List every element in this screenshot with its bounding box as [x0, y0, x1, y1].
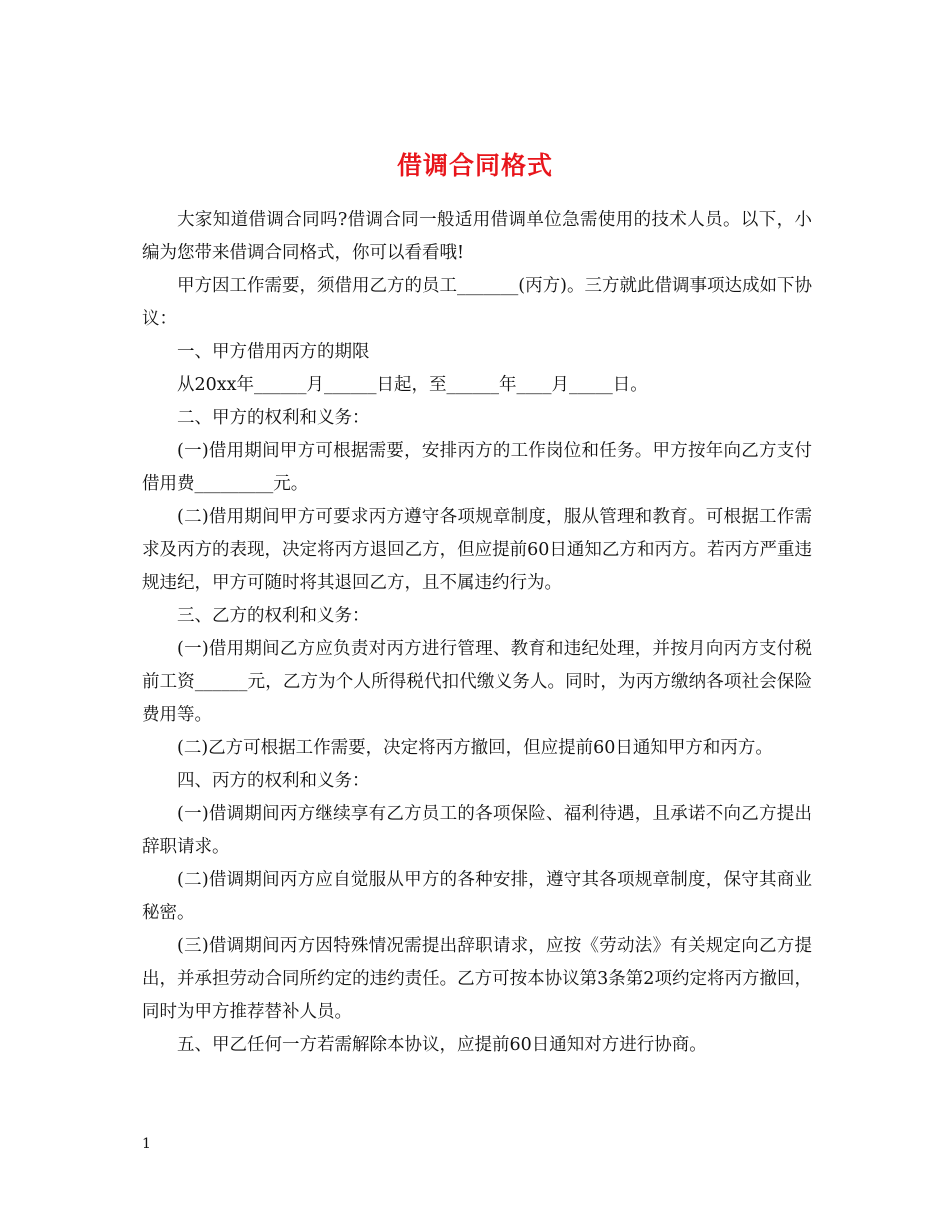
section-heading-party-b: 三、乙方的权利和义务： — [177, 606, 370, 626]
section-heading-party-a: 二、甲方的权利和义务： — [177, 408, 370, 428]
document-body — [142, 204, 812, 1062]
party-b-clause-2: (二)乙方可根据工作需要，决定将丙方撤回，但应提前60日通知甲方和丙方。 — [177, 738, 773, 758]
party-b-clause-1: (一)借用期间乙方应负责对丙方进行管理、教育和违纪处理，并按月向丙方支付税前工资______元，乙方为个人所得税代扣代缴义务人。同时，为丙方缴纳各项社会保险费用等。 — [142, 639, 812, 725]
preamble-paragraph: 甲方因工作需要，须借用乙方的员工_______(丙方)。三方就此借调事项达成如下协议： — [142, 276, 812, 329]
party-c-clause-3: (三)借调期间丙方因特殊情况需提出辞职请求，应按《劳动法》有关规定向乙方提出，并承担劳动合同所约定的违约责任。乙方可按本协议第3条第2项约定将丙方撤回，同时为甲方推荐替补人员。 — [142, 936, 812, 1022]
party-c-clause-2: (二)借调期间丙方应自觉服从甲方的各种安排，遵守其各项规章制度，保守其商业秘密。 — [142, 870, 812, 923]
page-number: 1 — [142, 1136, 151, 1152]
party-a-clause-2: (二)借用期间甲方可要求丙方遵守各项规章制度，服从管理和教育。可根据工作需求及丙方的表现，决定将丙方退回乙方，但应提前60日通知乙方和丙方。若丙方严重违规违纪，甲方可随时将其退回乙方，且不属违约行为。 — [142, 507, 812, 593]
party-c-clause-1: (一)借调期间丙方继续享有乙方员工的各项保险、福利待遇，且承诺不向乙方提出辞职请求。 — [142, 804, 812, 857]
term-dates-paragraph: 从20xx年______月______日起，至______年____月_____日。 — [177, 375, 648, 395]
section-heading-party-c: 四、丙方的权利和义务： — [177, 771, 370, 791]
party-a-clause-1: (一)借用期间甲方可根据需要，安排丙方的工作岗位和任务。甲方按年向乙方支付借用费_________元。 — [142, 441, 812, 494]
termination-paragraph: 五、甲乙任何一方若需解除本协议，应提前60日通知对方进行协商。 — [177, 1035, 707, 1055]
page-title: 借调合同格式 — [396, 150, 553, 180]
intro-paragraph: 大家知道借调合同吗?借调合同一般适用借调单位急需使用的技术人员。以下，小编为您带来借调合同格式，你可以看看哦! — [142, 210, 812, 263]
section-heading-term: 一、甲方借用丙方的期限 — [177, 342, 370, 362]
